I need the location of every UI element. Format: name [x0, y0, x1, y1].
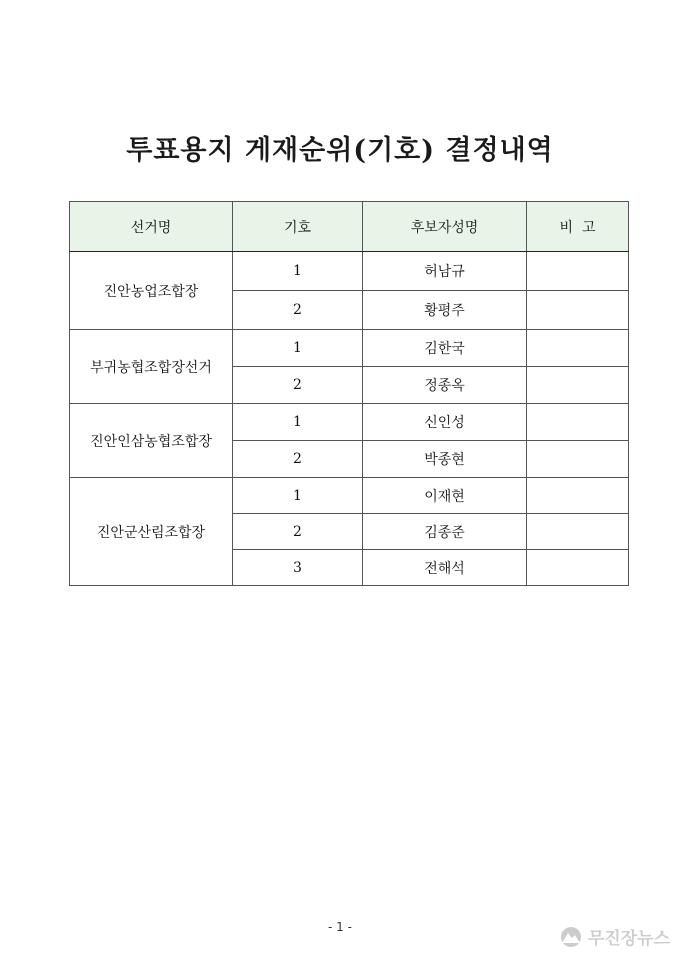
- candidate-note: [527, 404, 629, 441]
- candidate-number: 1: [233, 330, 363, 367]
- candidate-number: 3: [233, 550, 363, 586]
- candidate-note: [527, 367, 629, 404]
- candidate-name: 박종현: [363, 441, 527, 478]
- header-number: 기호: [233, 202, 363, 252]
- ballot-order-table: [69, 201, 629, 586]
- candidate-name: 전해석: [363, 550, 527, 586]
- table-row: [70, 404, 629, 441]
- candidate-number: 1: [233, 404, 363, 441]
- election-name: 진안농업조합장: [70, 252, 233, 330]
- candidate-name: 김종준: [363, 514, 527, 550]
- header-note: 비 고: [527, 202, 629, 252]
- candidate-number: 1: [233, 252, 363, 291]
- document-title: 투표용지 게재순위(기호) 결정내역: [126, 135, 554, 166]
- candidate-number: 2: [233, 291, 363, 330]
- candidate-note: [527, 252, 629, 291]
- candidate-note: [527, 330, 629, 367]
- candidate-name: 이재현: [363, 478, 527, 514]
- candidate-name: 허남규: [363, 252, 527, 291]
- watermark-text: 무진장뉴스: [587, 929, 670, 949]
- candidate-number: 2: [233, 441, 363, 478]
- page-number: - 1 -: [328, 920, 352, 934]
- candidate-note: [527, 291, 629, 330]
- watermark-logo: [558, 924, 670, 949]
- candidate-number: 2: [233, 514, 363, 550]
- election-name: 진안군산림조합장: [70, 478, 233, 586]
- candidate-name: 신인성: [363, 404, 527, 441]
- table-header-row: [70, 202, 629, 252]
- candidate-name: 황평주: [363, 291, 527, 330]
- candidate-name: 정종옥: [363, 367, 527, 404]
- table-row: [70, 252, 629, 291]
- header-election: 선거명: [70, 202, 233, 252]
- candidate-number: 2: [233, 367, 363, 404]
- header-candidate: 후보자성명: [363, 202, 527, 252]
- candidate-number: 1: [233, 478, 363, 514]
- candidate-note: [527, 550, 629, 586]
- election-name: 진안인삼농협조합장: [70, 404, 233, 478]
- candidate-note: [527, 441, 629, 478]
- candidate-name: 김한국: [363, 330, 527, 367]
- mountain-logo-icon: [558, 926, 584, 948]
- election-name: 부귀농협조합장선거: [70, 330, 233, 404]
- table-row: [70, 330, 629, 367]
- candidate-note: [527, 478, 629, 514]
- candidate-note: [527, 514, 629, 550]
- table-row: [70, 478, 629, 514]
